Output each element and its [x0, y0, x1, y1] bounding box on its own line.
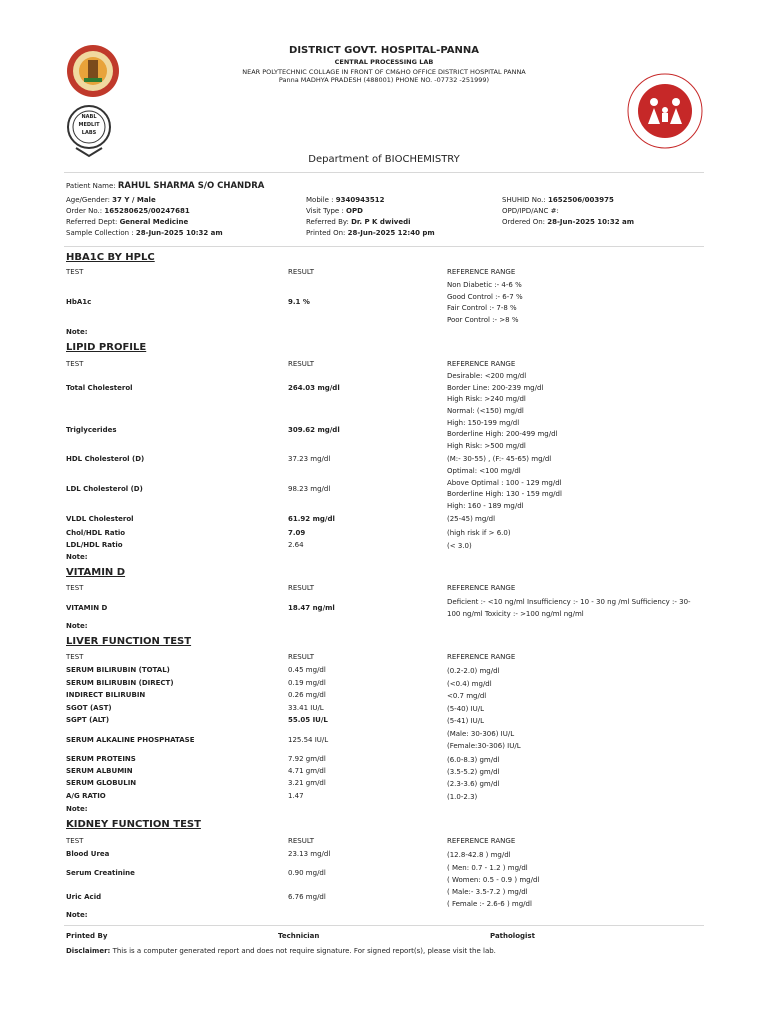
refby-label: Referred By:: [306, 218, 349, 226]
collection-label: Sample Collection :: [66, 229, 134, 237]
col-header-result: RESULT: [288, 837, 315, 845]
shuhid-row: [502, 196, 614, 205]
test-result: 7.92 gm/dl: [288, 755, 326, 763]
test-result: 3.21 gm/dl: [288, 779, 326, 787]
test-result: 98.23 mg/dl: [288, 485, 331, 493]
hospital-title: DISTRICT GOVT. HOSPITAL-PANNA: [289, 45, 479, 56]
section-title-kft: KIDNEY FUNCTION TEST: [66, 819, 201, 830]
range-line: (2.3-3.6) gm/dl: [447, 780, 500, 788]
test-name: Serum Creatinine: [66, 869, 135, 877]
col-header-test: TEST: [66, 268, 84, 276]
test-result: 264.03 mg/dl: [288, 384, 340, 392]
col-header-result: RESULT: [288, 360, 315, 368]
note-label: Note:: [66, 805, 88, 813]
ref-range: [447, 691, 486, 703]
range-line: Deficient :- <10 ng/ml Insufficiency :- 10 - 30 ng /ml Sufficiency :- 30-: [447, 598, 691, 606]
ref-range: [447, 779, 500, 791]
col-header-test: TEST: [66, 837, 84, 845]
col-header-test: TEST: [66, 653, 84, 661]
ref-range: [447, 597, 691, 620]
ref-range: [447, 792, 477, 804]
ref-range: [447, 728, 521, 752]
range-line: High Risk: >500 mg/dl: [447, 441, 526, 450]
disclaimer-label: Disclaimer:: [66, 947, 111, 955]
range-line: Borderline High: 200-499 mg/dl: [447, 430, 558, 439]
ref-range: [447, 406, 557, 452]
test-name: LDL/HDL Ratio: [66, 541, 123, 549]
dept-value: General Medicine: [119, 218, 189, 226]
range-line: (Male: 30-306) IU/L: [447, 730, 515, 738]
test-name: HbA1c: [66, 298, 92, 306]
technician: Technician: [278, 932, 320, 940]
opdipd-row: [502, 207, 559, 216]
refby-value: Dr. P K dwivedi: [351, 218, 411, 226]
col-header-range: REFERENCE RANGE: [447, 653, 516, 661]
nabl-logo-text-2: MEDLIT: [78, 122, 100, 128]
mobile-label: Mobile :: [306, 196, 334, 204]
test-result: 55.05 IU/L: [288, 716, 328, 724]
test-name: LDL Cholesterol (D): [66, 485, 143, 493]
section-title-lft: LIVER FUNCTION TEST: [66, 636, 192, 647]
range-line: ( Male:- 3.5-7.2 ) mg/dl: [447, 888, 528, 896]
age-value: 37 Y / Male: [112, 196, 156, 204]
disclaimer: [66, 947, 496, 956]
col-header-range: REFERENCE RANGE: [447, 268, 516, 276]
address-line-2: Panna MADHYA PRADESH (488001) PHONE NO. -07732 -251999): [278, 76, 490, 84]
range-line: (1.0-2.3): [447, 793, 478, 801]
range-line: Border Line: 200-239 mg/dl: [447, 383, 544, 392]
range-line: High: 160 - 189 mg/dl: [447, 501, 524, 510]
ref-range: [447, 862, 539, 886]
test-result: 37.23 mg/dl: [288, 455, 331, 463]
opdipd-label: OPD/IPD/ANC #:: [502, 207, 559, 215]
test-result: 33.41 IU/L: [288, 704, 324, 712]
col-header-range: REFERENCE RANGE: [447, 584, 516, 592]
test-result: 309.62 mg/dl: [288, 426, 340, 434]
range-line: ( Female :- 2.6-6 ) mg/dl: [447, 900, 532, 909]
printed-label: Printed On:: [306, 229, 346, 237]
range-line: Fair Control :- 7-8 %: [447, 304, 517, 312]
test-name: SERUM BILIRUBIN (TOTAL): [66, 666, 170, 674]
col-header-result: RESULT: [288, 268, 315, 276]
disclaimer-text: This is a computer generated report and does not require signature. For signed report(s), please visit the lab.: [112, 947, 496, 955]
age-label: Age/Gender:: [66, 196, 110, 204]
test-result: 23.13 mg/dl: [288, 850, 331, 858]
dept-row: [66, 218, 188, 227]
ordered-value: 28-Jun-2025 10:32 am: [547, 218, 635, 226]
age-gender-row: [66, 196, 156, 205]
range-line: (6.0-8.3) gm/dl: [447, 756, 500, 764]
collection-value: 28-Jun-2025 10:32 am: [135, 229, 223, 237]
range-line: Desirable: <200 mg/dl: [447, 372, 527, 380]
range-line: (25-45) mg/dl: [447, 515, 496, 523]
ref-range: [447, 371, 543, 406]
lab-subtitle: CENTRAL PROCESSING LAB: [334, 58, 434, 66]
address-line-1: NEAR POLYTECHNIC COLLAGE IN FRONT OF CM&HO OFFICE DISTRICT HOSPITAL PANNA: [242, 68, 526, 76]
test-name: VLDL Cholesterol: [66, 515, 134, 523]
patient-name-row: [66, 182, 264, 191]
printed-by: Printed By: [66, 932, 108, 940]
range-line: (5-40) IU/L: [447, 705, 485, 713]
note-label: Note:: [66, 911, 88, 919]
test-result: 0.19 mg/dl: [288, 679, 326, 687]
ref-range: [447, 541, 472, 553]
test-name: SERUM GLOBULIN: [66, 779, 137, 787]
nabl-lab-seal-logo: [66, 104, 112, 160]
test-name: Triglycerides: [66, 426, 117, 434]
ref-range: [447, 666, 500, 678]
range-line: Normal: (<150) mg/dl: [447, 407, 524, 415]
range-line: (high risk if > 6.0): [447, 529, 511, 537]
test-result: 0.90 mg/dl: [288, 869, 326, 877]
range-line: (M:- 30-55) , (F:- 45-65) mg/dl: [447, 455, 552, 463]
test-name: Blood Urea: [66, 850, 110, 858]
ref-range: [447, 716, 484, 728]
col-header-range: REFERENCE RANGE: [447, 837, 516, 845]
test-name: Total Cholesterol: [66, 384, 133, 392]
shuhid-label: SHUHID No.:: [502, 196, 546, 204]
range-line: (5-41) IU/L: [447, 717, 485, 725]
range-line: High Risk: >240 mg/dl: [447, 395, 526, 404]
test-result: 6.76 mg/dl: [288, 893, 326, 901]
col-header-test: TEST: [66, 584, 84, 592]
col-header-result: RESULT: [288, 584, 315, 592]
test-name: SERUM ALBUMIN: [66, 767, 133, 775]
mobile-row: [306, 196, 385, 205]
range-line: Non Diabetic :- 4-6 %: [447, 281, 522, 289]
test-name: INDIRECT BILIRUBIN: [66, 691, 146, 699]
pathologist: Pathologist: [490, 932, 535, 940]
test-name: VITAMIN D: [66, 604, 108, 612]
range-line: 100 ng/ml Toxicity :- >100 ng/ml ng/ml: [447, 609, 584, 618]
ref-range: [447, 466, 562, 512]
order-row: [66, 207, 190, 216]
ordered-label: Ordered On:: [502, 218, 546, 226]
visit-value: OPD: [346, 207, 363, 215]
test-result: 7.09: [288, 529, 306, 537]
range-line: Borderline High: 130 - 159 mg/dl: [447, 490, 562, 499]
order-label: Order No.:: [66, 207, 103, 215]
ref-range: [447, 850, 511, 862]
range-line: (0.2-2.0) mg/dl: [447, 667, 500, 675]
order-value: 165280625/00247681: [104, 207, 190, 215]
test-name: A/G RATIO: [66, 792, 106, 800]
section-title-vitd: VITAMIN D: [66, 567, 126, 578]
col-header-test: TEST: [66, 360, 84, 368]
range-line: Good Control :- 6-7 %: [447, 292, 523, 301]
test-name: HDL Cholesterol (D): [66, 455, 145, 463]
ref-range: [447, 767, 500, 779]
dept-label: Referred Dept:: [66, 218, 118, 226]
section-title-hba1c: HBA1C BY HPLC: [66, 252, 155, 263]
test-result: 2.64: [288, 541, 304, 549]
note-label: Note:: [66, 328, 88, 336]
shuhid-value: 1652506/003975: [548, 196, 614, 204]
test-result: 61.92 mg/dl: [288, 515, 335, 523]
ref-range: [447, 755, 500, 767]
test-result: 0.45 mg/dl: [288, 666, 326, 674]
ref-range: [447, 528, 511, 540]
range-line: (< 3.0): [447, 542, 472, 550]
test-name: Uric Acid: [66, 893, 102, 901]
range-line: ( Men: 0.7 - 1.2 ) mg/dl: [447, 864, 528, 872]
test-name: SERUM PROTEINS: [66, 755, 136, 763]
col-header-range: REFERENCE RANGE: [447, 360, 516, 368]
divider-patient: [64, 246, 704, 247]
ref-range: [447, 280, 523, 326]
collection-row: [66, 229, 223, 238]
range-line: (Female:30-306) IU/L: [447, 742, 521, 751]
patient-name-label: Patient Name:: [66, 182, 116, 190]
range-line: Optimal: <100 mg/dl: [447, 467, 521, 475]
test-name: Chol/HDL Ratio: [66, 529, 126, 537]
ordered-row: [502, 218, 634, 227]
test-name: SGPT (ALT): [66, 716, 110, 724]
col-header-result: RESULT: [288, 653, 315, 661]
ref-range: [447, 454, 551, 466]
test-result: 125.54 IU/L: [288, 736, 329, 744]
section-title-lipid: LIPID PROFILE: [66, 342, 147, 353]
range-line: (12.8-42.8 ) mg/dl: [447, 851, 511, 859]
visit-row: [306, 207, 363, 216]
department-title: Department of BIOCHEMISTRY: [308, 154, 460, 165]
ref-range: [447, 886, 532, 910]
mobile-value: 9340943512: [335, 196, 385, 204]
ref-range: [447, 704, 484, 716]
test-name: SERUM BILIRUBIN (DIRECT): [66, 679, 174, 687]
range-line: Poor Control :- >8 %: [447, 315, 519, 324]
range-line: ( Women: 0.5 - 0.9 ) mg/dl: [447, 876, 540, 885]
patient-name: RAHUL SHARMA S/O CHANDRA: [117, 181, 265, 191]
note-label: Note:: [66, 553, 88, 561]
visit-label: Visit Type :: [306, 207, 344, 215]
divider-top: [64, 172, 704, 173]
refby-row: [306, 218, 411, 227]
nabl-logo-text-1: NABL: [81, 114, 97, 120]
test-result: 1.47: [288, 792, 304, 800]
printed-row: [306, 229, 435, 238]
divider-footer: [64, 925, 704, 926]
ref-range: [447, 679, 492, 691]
test-result: 9.1 %: [288, 298, 310, 306]
range-line: Above Optimal : 100 - 129 mg/dl: [447, 478, 562, 487]
range-line: High: 150-199 mg/dl: [447, 418, 520, 427]
test-result: 18.47 ng/ml: [288, 604, 335, 612]
ref-range: [447, 514, 495, 526]
note-label: Note:: [66, 622, 88, 630]
printed-value: 28-Jun-2025 12:40 pm: [347, 229, 435, 237]
nabl-logo-text-3: LABS: [81, 130, 97, 136]
range-line: (3.5-5.2) gm/dl: [447, 768, 500, 776]
test-name: SERUM ALKALINE PHOSPHATASE: [66, 736, 195, 744]
range-line: <0.7 mg/dl: [447, 692, 487, 700]
test-name: SGOT (AST): [66, 704, 112, 712]
test-result: 4.71 gm/dl: [288, 767, 326, 775]
test-result: 0.26 mg/dl: [288, 691, 326, 699]
range-line: (<0.4) mg/dl: [447, 680, 492, 688]
